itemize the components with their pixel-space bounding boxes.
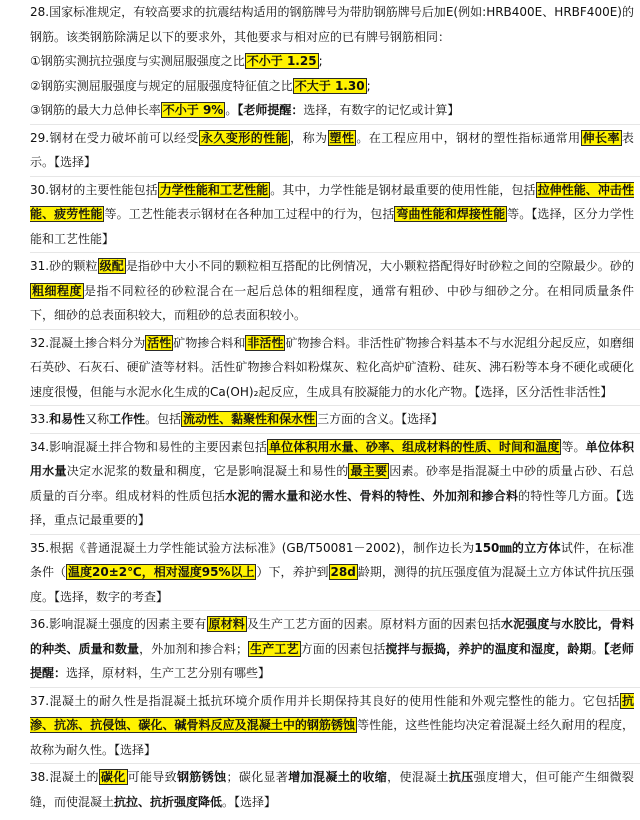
paragraph-text: 38.混凝土的 xyxy=(30,770,99,784)
paragraph-divider xyxy=(30,252,640,253)
paragraph-item-30 xyxy=(0,178,640,252)
highlighted-term: 碳化 xyxy=(100,770,126,784)
paragraph-text: 是指砂中大小不同的颗粒相互搭配的比例情况，大小颗粒搭配得好时砂粒之间的空隙最少。砂的 xyxy=(125,259,634,273)
highlighted-term: 伸长率 xyxy=(582,130,620,145)
paragraph-item-28-1 xyxy=(0,49,640,74)
paragraph-divider xyxy=(30,124,640,125)
paragraph-text: 龄期，测得的抗压强度值为混凝土立方体试件抗压强度。【选择，数字的考查】 xyxy=(30,565,634,604)
highlighted-term: 弯曲性能和焊接性能 xyxy=(396,207,506,221)
bold-term: 水泥的需水量和泌水性、骨料的特性、外加剂和掺合料 xyxy=(225,488,519,503)
paragraph-item-28-2 xyxy=(0,74,640,99)
paragraph-text: ③钢筋的最大力总伸长率 xyxy=(30,103,161,117)
highlighted-term: 单位体积用水量、砂率、组成材料的性质、时间和温度 xyxy=(269,439,560,454)
paragraph-text: 等。工艺性能表示钢材在各种加工过程中的行为，包括 xyxy=(104,207,395,221)
highlighted-term: 拉伸性能、冲击性能、疲劳性能 xyxy=(30,182,634,221)
paragraph-text: ; xyxy=(318,54,323,68)
paragraph-text: 34.影响混凝土拌合物和易性的主要因素包括 xyxy=(30,439,268,454)
paragraph-text: 。包括 xyxy=(145,412,182,426)
bold-term: 单位体积用水量 xyxy=(30,439,634,478)
paragraph-text: 方面的因素包括 xyxy=(300,641,386,656)
paragraph-text: ，称为 xyxy=(290,130,328,145)
highlighted-term: 力学性能和工艺性能 xyxy=(159,182,269,197)
paragraph-text: 33. xyxy=(30,412,50,426)
paragraph-text: 31.砂的颗粒 xyxy=(30,259,98,273)
highlighted-term: 生产工艺 xyxy=(250,641,299,656)
paragraph-text: 32.混凝土掺合料分为 xyxy=(30,335,146,350)
paragraph-item-35 xyxy=(0,536,640,610)
paragraph-divider xyxy=(30,687,640,688)
paragraph-item-38 xyxy=(0,765,640,814)
paragraph-item-33 xyxy=(0,407,640,432)
paragraph-text: 。 xyxy=(225,103,238,117)
bold-term: 【老师提醒： xyxy=(237,103,304,117)
bold-term: 抗拉、抗折强度降低 xyxy=(114,794,223,809)
highlighted-term: 温度20±2℃，相对湿度95%以上 xyxy=(68,565,255,579)
highlighted-term: 塑性 xyxy=(329,130,355,145)
paragraph-text: 强度增大，但可能产生细微裂缝，而使混凝土 xyxy=(30,770,634,809)
paragraph-divider xyxy=(30,610,640,611)
paragraph-text: 及生产工艺方面的因素。原材料方面的因素包括 xyxy=(246,617,501,631)
bold-term: 工作性 xyxy=(109,412,146,426)
bold-term: 水泥强度与水胶比，骨料的种类、质量和数量 xyxy=(30,617,634,656)
paragraph-text: 等。【选择，区分力学性能和工艺性能】 xyxy=(30,207,634,246)
paragraph-divider xyxy=(30,405,640,406)
paragraph-text: 是指不同粒径的砂粒混合在一起后总体的粗细程度，通常有粗砂、中砂与细砂之分。在相同质量条件下，细砂的总表面积较大，而粗砂的总表面积较小。 xyxy=(30,283,634,322)
paragraph-text: ）下，养护到 xyxy=(256,565,329,579)
paragraph-text: 表示。【选择】 xyxy=(30,130,634,169)
paragraph-text: 。【选择】 xyxy=(222,794,277,809)
highlighted-term: 不大于 1.30 xyxy=(294,78,365,93)
paragraph-text: ②钢筋实测屈服强度与规定的屈服强度特征值之比 xyxy=(30,78,293,93)
bold-term: 150㎜的立方体 xyxy=(474,540,561,555)
highlighted-term: 不小于 1.25 xyxy=(246,54,317,68)
bold-term: 搅拌与振捣，养护的温度和湿度，龄期 xyxy=(385,641,592,656)
paragraph-text: 28.国家标准规定，有较高要求的抗震结构适用的钢筋牌号为带肋钢筋牌号后加E(例如:HRB400E、HRBF400E)的钢筋。该类钢筋除满足以下的要求外，其他要求与相对应的已有牌号钢筋相同： xyxy=(30,5,634,44)
paragraph-item-37 xyxy=(0,689,640,763)
paragraph-text: 29.钢材在受力破坏前可以经受 xyxy=(30,130,199,145)
paragraph-text: 三方面的含义。【选择】 xyxy=(317,412,444,426)
paragraph-item-36 xyxy=(0,612,640,686)
paragraph-item-32 xyxy=(0,331,640,405)
paragraph-item-28-3 xyxy=(0,98,640,123)
highlighted-term: 最主要 xyxy=(350,464,388,478)
paragraph-item-29 xyxy=(0,126,640,175)
highlighted-term: 活性 xyxy=(147,335,172,350)
highlighted-term: 28d xyxy=(330,565,356,579)
paragraph-text: 决定水泥浆的数量和稠度，它是影响混凝土和易性的 xyxy=(66,464,349,478)
paragraph-text: 的特性等几方面。【选择，重点记最重要的】 xyxy=(30,488,634,527)
bold-term: 增加混凝土的收缩 xyxy=(288,770,388,784)
bold-term: 和易性 xyxy=(49,412,86,426)
paragraph-text: ①钢筋实测抗拉强度与实测屈服强度之比 xyxy=(30,54,245,68)
paragraph-text: ; xyxy=(366,78,371,93)
paragraph-text: ，外加剂和掺合料； xyxy=(139,641,249,656)
paragraph-text: 矿物掺合料和 xyxy=(173,335,246,350)
paragraph-text: 等。 xyxy=(561,439,586,454)
paragraph-text: 37.混凝土的耐久性是指混凝土抵抗环境介质作用并长期保持其良好的使用性能和外观完整性的能力。它包括 xyxy=(30,693,620,708)
paragraph-divider xyxy=(30,329,640,330)
paragraph-text: 35.根据《普通混凝土力学性能试验方法标准》(GB/T50081－2002)，制作边长为 xyxy=(30,540,475,555)
paragraph-text: ，使混凝土 xyxy=(387,770,449,784)
paragraph-text: 可能导致 xyxy=(127,770,178,784)
paragraph-text: 选择，原材料，生产工艺分别有哪些】 xyxy=(66,666,271,680)
highlighted-term: 抗渗、抗冻、抗侵蚀、碳化、碱骨料反应及混凝土中的钢筋锈蚀 xyxy=(30,693,634,732)
paragraph-divider xyxy=(30,534,640,535)
highlighted-term: 粗细程度 xyxy=(32,283,83,298)
paragraph-text: 又称 xyxy=(85,412,110,426)
paragraph-text: 选择，有数字的记忆或计算】 xyxy=(303,103,460,117)
paragraph-text: 36.影响混凝土强度的因素主要有 xyxy=(30,617,207,631)
paragraph-text: 。 xyxy=(591,641,604,656)
paragraph-divider xyxy=(30,176,640,177)
highlighted-term: 流动性、黏聚性和保水性 xyxy=(183,412,316,426)
paragraph-divider xyxy=(30,433,640,434)
paragraph-text: 30.钢材的主要性能包括 xyxy=(30,182,158,197)
paragraph-text: 。其中，力学性能是钢材最重要的使用性能，包括 xyxy=(270,182,536,197)
paragraph-text: 。在工程应用中，钢材的塑性指标通常用 xyxy=(356,130,581,145)
paragraph-divider xyxy=(30,763,640,764)
highlighted-term: 永久变形的性能 xyxy=(200,130,289,145)
paragraph-text: ；碳化显著 xyxy=(226,770,289,784)
paragraph-text: 等性能，这些性能均决定着混凝土经久耐用的程度，故称为耐久性。【选择】 xyxy=(30,718,634,757)
highlighted-term: 原材料 xyxy=(208,617,245,631)
paragraph-text: 因素。砂率是指混凝土中砂的质量占砂、石总质量的百分率。组成材料的性质包括 xyxy=(30,464,634,503)
bold-term: 抗压 xyxy=(448,770,474,784)
bold-term: 【老师提醒： xyxy=(30,641,634,680)
highlighted-term: 不小于 9% xyxy=(162,103,224,117)
paragraph-item-28 xyxy=(0,0,640,49)
paragraph-item-31 xyxy=(0,254,640,328)
highlighted-term: 非活性 xyxy=(247,335,284,350)
paragraph-item-34 xyxy=(0,435,640,533)
bold-term: 钢筋锈蚀 xyxy=(177,770,227,784)
paragraph-text: 试件，在标准条件（ xyxy=(30,540,634,579)
paragraph-text: 矿物掺合料。非活性矿物掺合料基本不与水泥组分起反应，如磨细石英砂、石灰石、硬矿渣等材料。活性矿物掺合料如粉煤灰、粒化高炉矿渣粉、硅灰、沸石粉等本身不硬化或硬化速度很慢，但能与水泥水化生成的Ca(OH)₂起反应，生成具有胶凝能力的水化产物。【选择，区分活性非活性】 xyxy=(30,335,634,399)
highlighted-term: 级配 xyxy=(99,259,124,273)
